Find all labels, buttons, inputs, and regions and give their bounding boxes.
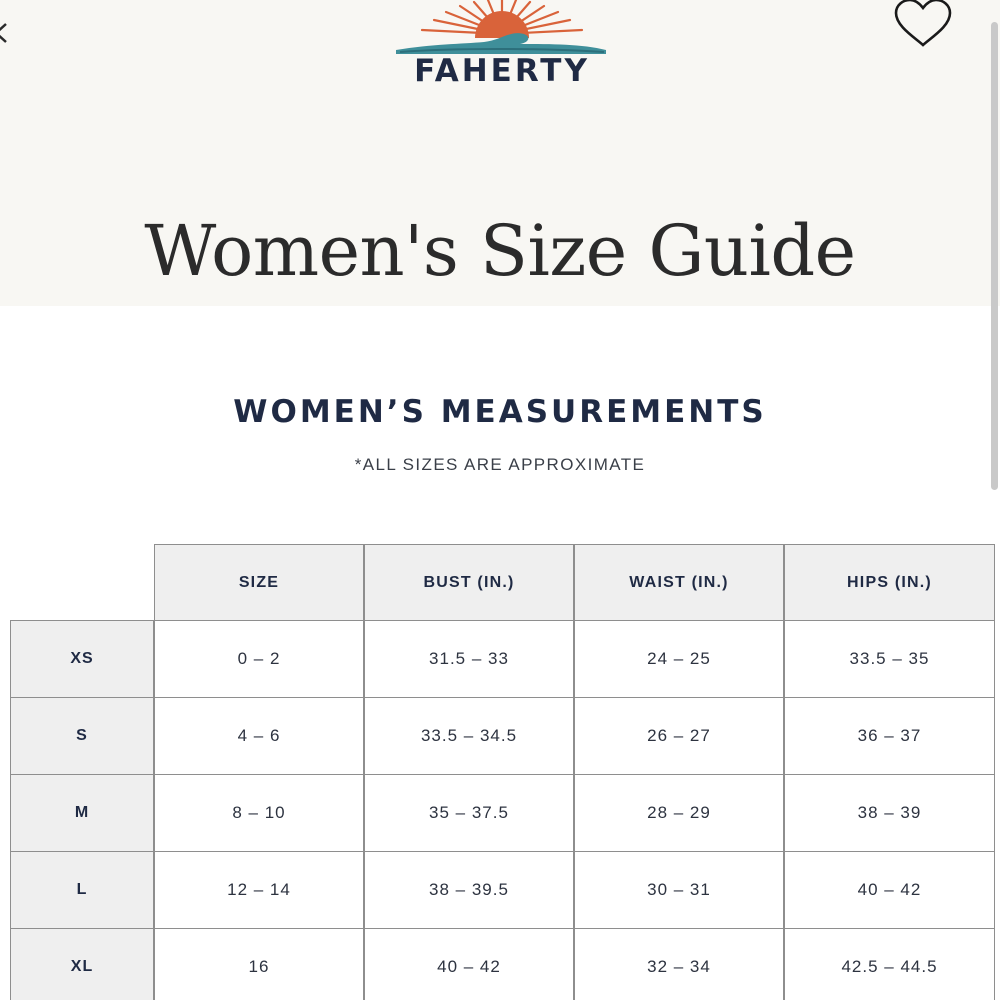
table-cell: 31.5 – 33 <box>364 620 574 698</box>
column-header: BUST (IN.) <box>364 544 574 621</box>
table-cell: 33.5 – 35 <box>784 620 995 698</box>
sunrise-wave-icon <box>392 0 612 56</box>
measurements-note: *ALL SIZES ARE APPROXIMATE <box>354 455 646 474</box>
table-cell: 8 – 10 <box>154 774 364 852</box>
table-cell: 4 – 6 <box>154 697 364 775</box>
table-cell: 32 – 34 <box>574 928 784 1000</box>
table-cell: 35 – 37.5 <box>364 774 574 852</box>
row-header: M <box>10 774 154 852</box>
row-header: XS <box>10 620 154 698</box>
hero-banner <box>0 0 1000 306</box>
table-cell: 12 – 14 <box>154 851 364 929</box>
chevron-left-icon[interactable] <box>0 22 10 44</box>
table-cell: 40 – 42 <box>784 851 995 929</box>
column-header: SIZE <box>154 544 364 621</box>
row-header: L <box>10 851 154 929</box>
table-cell: 30 – 31 <box>574 851 784 929</box>
table-cell: 0 – 2 <box>154 620 364 698</box>
column-header: WAIST (IN.) <box>574 544 784 621</box>
table-cell: 33.5 – 34.5 <box>364 697 574 775</box>
table-cell: 40 – 42 <box>364 928 574 1000</box>
table-cell: 16 <box>154 928 364 1000</box>
row-header: XL <box>10 928 154 1000</box>
table-cell: 28 – 29 <box>574 774 784 852</box>
table-cell: 38 – 39 <box>784 774 995 852</box>
column-header: HIPS (IN.) <box>784 544 995 621</box>
table-cell: 24 – 25 <box>574 620 784 698</box>
table-cell: 42.5 – 44.5 <box>784 928 995 1000</box>
page-title: Women's Size Guide <box>144 210 856 292</box>
table-cell: 38 – 39.5 <box>364 851 574 929</box>
heart-icon[interactable] <box>892 0 954 50</box>
table-cell: 26 – 27 <box>574 697 784 775</box>
row-header: S <box>10 697 154 775</box>
measurements-title: WOMEN’S MEASUREMENTS <box>233 394 767 430</box>
table-cell: 36 – 37 <box>784 697 995 775</box>
brand-logo[interactable] <box>392 0 612 100</box>
size-table <box>10 544 995 1000</box>
brand-name: FAHERTY <box>414 53 590 89</box>
